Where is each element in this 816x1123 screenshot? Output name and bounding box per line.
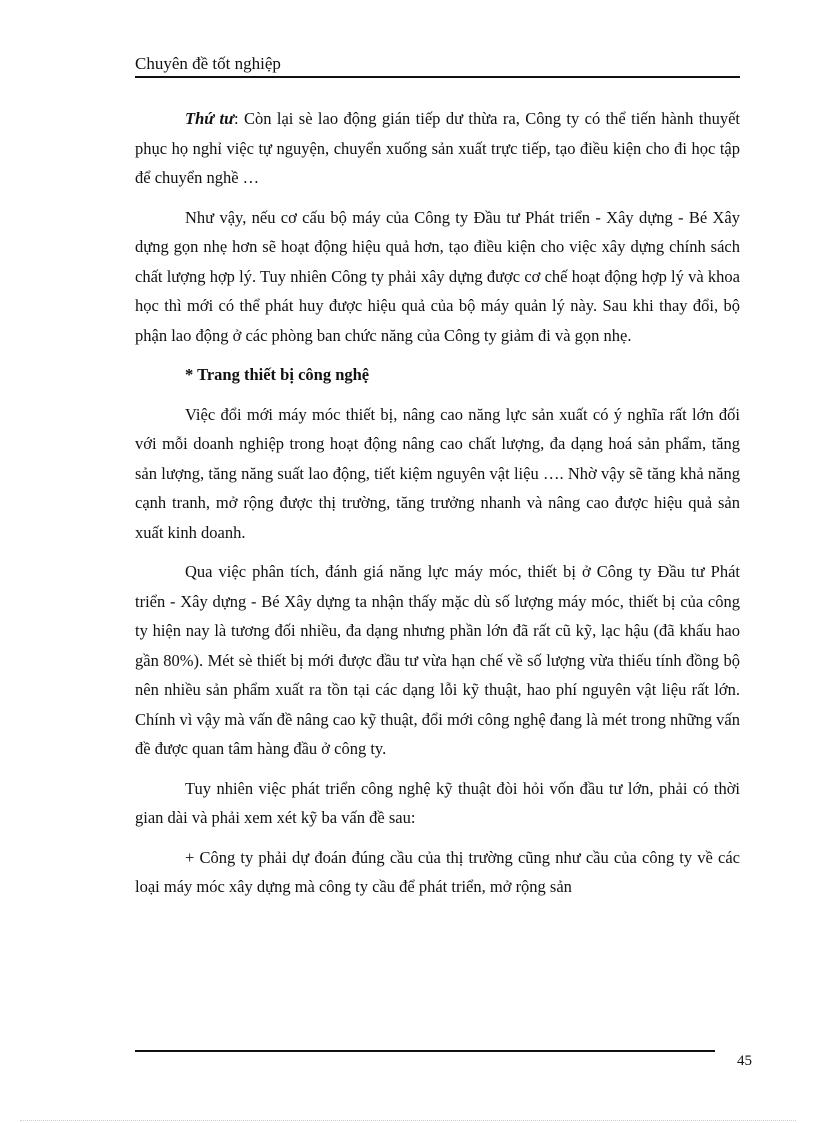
paragraph-investment-needs: Tuy nhiên việc phát triển công nghệ kỹ thuật đòi hỏi vốn đầu tư lớn, phải có thời gian dài và phải xem xét kỹ ba vấn đề sau: (135, 778, 740, 827)
paragraph-fourth (135, 104, 740, 193)
paragraph-lead-term: Thứ tư (185, 109, 235, 128)
page-body (135, 104, 740, 912)
paragraph-demand-forecast: + Công ty phải dự đoán đúng cầu của thị trường cũng như cầu của công ty về các loại máy móc xây dựng mà công ty cầu để phát triển, mở rộng sản (135, 847, 740, 896)
paragraph-equipment-importance: Việc đổi mới máy móc thiết bị, nâng cao năng lực sản xuất có ý nghĩa rất lớn đối với mỗi doanh nghiệp trong hoạt động nâng cao chất lượng, đa dạng hoá sản phẩm, tăng sản lượng, tăng năng suất lao động, tiết kiệm nguyên vật liệu …. Nhờ vậy sẽ tăng khả năng cạnh tranh, mở rộng được thị trường, tăng trưởng nhanh và nâng cao được hiệu quả sản xuất kinh doanh. (135, 404, 740, 542)
header-divider (135, 76, 740, 78)
paragraph-structure-conclusion: Như vậy, nếu cơ cấu bộ máy của Công ty Đầu tư Phát triển - Xây dựng - Bé Xây dựng gọn nhẹ hơn sẽ hoạt động hiệu quả hơn, tạo điều kiện cho việc xây dựng chính sách chất lượng hợp lý. Tuy nhiên Công ty phải xây dựng được cơ chế hoạt động hợp lý và khoa học thì mới có thể phát huy được hiệu quả của bộ máy quản lý này. Sau khi thay đổi, bộ phận lao động ở các phòng ban chức năng của Công ty giảm đi và gọn nhẹ. (135, 207, 740, 345)
page-bottom-border (20, 1120, 796, 1121)
paragraph-equipment-analysis: Qua việc phân tích, đánh giá năng lực máy móc, thiết bị ở Công ty Đầu tư Phát triển - Xây dựng - Bé Xây dựng ta nhận thấy mặc dù số lượng máy móc, thiết bị của công ty hiện nay là tương đối nhiều, đa dạng nhưng phần lớn đã rất cũ kỹ, lạc hậu (đã khấu hao gần 80%). Mét sè thiết bị mới được đầu tư vừa hạn chế về số lượng vừa thiếu tính đồng bộ nên nhiều sản phẩm xuất ra tồn tại các dạng lỗi kỹ thuật, hao phí nguyên vật liệu rất lớn. Chính vì vậy mà vấn đề nâng cao kỹ thuật, đổi mới công nghệ đang là mét trong những vấn đề được quan tâm hàng đầu ở công ty. (135, 562, 740, 758)
running-header-title: Chuyên đề tốt nghiệp (135, 54, 281, 73)
paragraph-text: : Còn lại sè lao động gián tiếp dư thừa ra, Công ty có thể tiến hành thuyết phục họ nghỉ việc tự nguyện, chuyển xuống sản xuất trực tiếp, tạo điều kiện cho đi học tập để chuyển nghề … (135, 109, 740, 187)
page-number: 45 (737, 1053, 752, 1069)
section-heading-equipment: * Trang thiết bị công nghệ (185, 365, 370, 384)
footer-divider (135, 1050, 715, 1052)
